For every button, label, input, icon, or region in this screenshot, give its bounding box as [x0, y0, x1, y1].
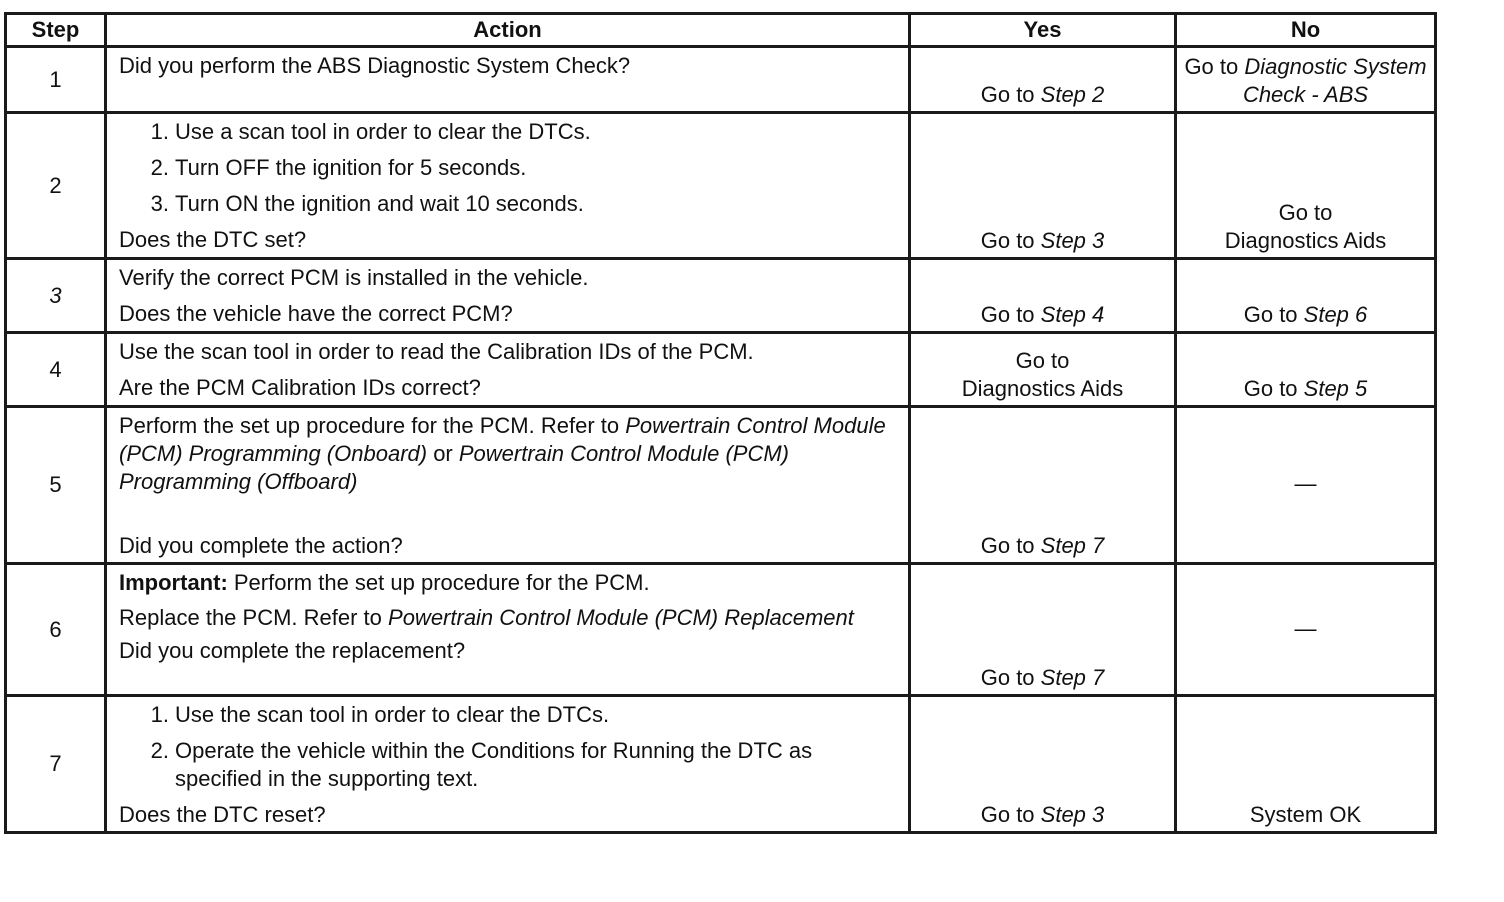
table-row-1 [6, 47, 1436, 113]
yes-link[interactable]: Step 3 [1040, 228, 1105, 253]
no-link[interactable]: Diagnostic System Check - ABS [1242, 54, 1427, 107]
action-cell [106, 259, 910, 333]
no-prefix: Go to [1243, 376, 1304, 401]
action-cell [106, 333, 910, 407]
table-row-5 [6, 407, 1436, 564]
no-cell [1176, 113, 1436, 259]
table-row-6 [6, 564, 1436, 696]
yes-prefix: Go to [980, 228, 1041, 253]
yes-cell [910, 113, 1176, 259]
yes-cell [910, 259, 1176, 333]
reference-link[interactable]: Powertrain Control Module (PCM) Programming (Offboard) [119, 441, 789, 494]
yes-cell [910, 564, 1176, 696]
list-item: 1. Use a scan tool in order to clear the DTCs. [150, 119, 591, 144]
no-link[interactable]: Diagnostics Aids [1224, 228, 1387, 253]
yes-link[interactable]: Step 7 [1040, 533, 1105, 558]
no-cell [1176, 696, 1436, 833]
no-value: — [1294, 471, 1317, 496]
step-number: 6 [6, 564, 106, 696]
no-prefix: Go to [1184, 54, 1245, 79]
header-step: Step [6, 14, 106, 47]
action-text: Verify the correct PCM is installed in the vehicle. [119, 265, 589, 290]
list-item: 3. Turn ON the ignition and wait 10 seconds. [150, 191, 584, 216]
action-text: Replace the PCM. Refer to Powertrain Control Module (PCM) Replacement [119, 605, 854, 630]
step-number: 2 [6, 113, 106, 259]
list-item: 1. Use the scan tool in order to clear the DTCs. [150, 702, 610, 727]
table-row-2 [6, 113, 1436, 259]
action-question: Does the vehicle have the correct PCM? [119, 301, 513, 326]
action-cell [106, 564, 910, 696]
no-cell [1176, 259, 1436, 333]
yes-link[interactable]: Step 7 [1040, 665, 1105, 690]
no-cell [1176, 333, 1436, 407]
action-important: Important: Perform the set up procedure for the PCM. [119, 570, 650, 595]
no-link[interactable]: Step 5 [1303, 376, 1368, 401]
table-row-7 [6, 696, 1436, 833]
yes-link[interactable]: Step 2 [1040, 82, 1105, 107]
action-question: Are the PCM Calibration IDs correct? [119, 375, 481, 400]
reference-link[interactable]: Powertrain Control Module (PCM) Replacement [388, 605, 854, 630]
yes-cell [910, 407, 1176, 564]
header-action: Action [106, 14, 910, 47]
reference-link[interactable]: Powertrain Control Module (PCM) Programming (Onboard) [119, 413, 886, 466]
diagnostic-table [4, 12, 1437, 834]
header-no: No [1176, 14, 1436, 47]
yes-prefix: Go to [980, 302, 1041, 327]
yes-cell [910, 47, 1176, 113]
yes-prefix: Go to [980, 665, 1041, 690]
action-cell [106, 113, 910, 259]
no-value: — [1294, 615, 1317, 641]
yes-prefix: Go to [980, 802, 1041, 827]
no-line-1: Go to [1278, 200, 1333, 225]
no-value: System OK [1249, 802, 1362, 827]
yes-prefix: Go to [980, 533, 1041, 558]
action-question: Does the DTC set? [119, 227, 307, 252]
no-link[interactable]: Step 6 [1303, 302, 1368, 327]
table-row-3 [6, 259, 1436, 333]
no-cell [1176, 407, 1436, 564]
yes-link[interactable]: Step 3 [1040, 802, 1105, 827]
yes-cell [910, 696, 1176, 833]
yes-cell [910, 333, 1176, 407]
no-cell [1176, 564, 1436, 696]
yes-link[interactable]: Step 4 [1040, 302, 1105, 327]
action-text: Use the scan tool in order to read the Calibration IDs of the PCM. [119, 339, 754, 364]
no-prefix: Go to [1243, 302, 1304, 327]
step-number: 3 [6, 259, 106, 333]
list-item: 2. Turn OFF the ignition for 5 seconds. [150, 155, 527, 180]
action-text: Perform the set up procedure for the PCM. Refer to Powertrain Control Module (PCM) Programming (Onboard) or Powertrain Control Module (PCM) Programming (Offboard) [119, 413, 886, 494]
step-number: 4 [6, 333, 106, 407]
action-cell [106, 47, 910, 113]
important-label: Important: [119, 570, 228, 595]
action-text: Did you perform the ABS Diagnostic System Check? [119, 53, 631, 78]
yes-prefix: Go to [980, 82, 1041, 107]
yes-link[interactable]: Diagnostics Aids [961, 376, 1124, 401]
header-row [6, 14, 1436, 47]
step-number: 7 [6, 696, 106, 833]
action-question: Does the DTC reset? [119, 802, 326, 827]
action-cell [106, 407, 910, 564]
list-item: 2. Operate the vehicle within the Conditions for Running the DTC as specified in the supporting text. [150, 738, 813, 791]
table-row-4 [6, 333, 1436, 407]
step-number: 1 [6, 47, 106, 113]
action-steps-list [119, 118, 896, 218]
action-question: Did you complete the replacement? [119, 638, 466, 663]
yes-line-1: Go to [1015, 348, 1070, 373]
header-yes: Yes [910, 14, 1176, 47]
step-number: 5 [6, 407, 106, 564]
action-question: Did you complete the action? [119, 533, 403, 558]
action-steps-list [119, 701, 896, 793]
action-cell [106, 696, 910, 833]
no-cell [1176, 47, 1436, 113]
